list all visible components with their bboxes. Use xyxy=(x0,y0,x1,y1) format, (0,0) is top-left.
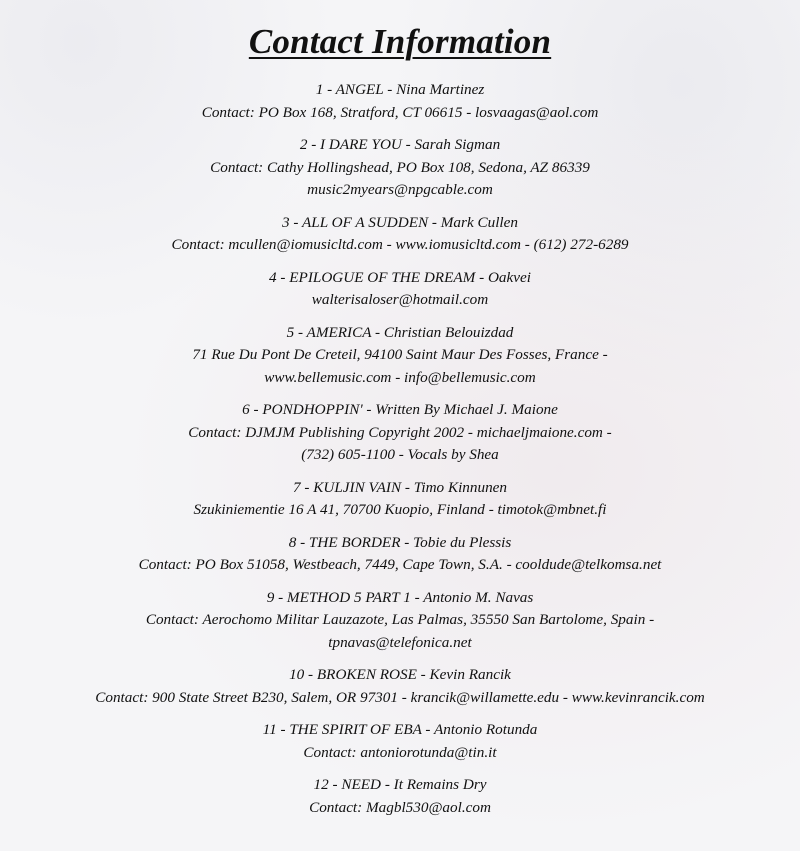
contact-entry-7 xyxy=(0,477,800,522)
entry-detail: Contact: Aerochomo Militar Lauzazote, Las Palmas, 35550 San Bartolome, Spain - xyxy=(145,611,655,628)
entry-detail: Contact: PO Box 51058, Westbeach, 7449, Cape Town, S.A. - cooldude@telkomsa.net xyxy=(138,556,662,573)
entry-detail: Contact: mcullen@iomusicltd.com - www.iomusicltd.com - (612) 272-6289 xyxy=(171,236,629,253)
entry-heading: 11 - THE SPIRIT OF EBA - Antonio Rotunda xyxy=(262,721,538,738)
entry-heading: 9 - METHOD 5 PART 1 - Antonio M. Navas xyxy=(266,588,534,606)
entry-detail: (732) 605-1100 - Vocals by Shea xyxy=(301,446,499,463)
contact-entry-2 xyxy=(0,134,800,202)
entry-detail: Contact: PO Box 168, Stratford, CT 06615 - losvaagas@aol.com xyxy=(201,103,599,121)
contact-entry-11 xyxy=(0,719,800,764)
contact-entry-10 xyxy=(0,664,800,709)
entry-heading: 10 - BROKEN ROSE - Kevin Rancik xyxy=(289,666,511,683)
contact-entry-9 xyxy=(0,587,800,655)
entry-detail: tpnavas@telefonica.net xyxy=(328,633,472,651)
entry-heading: 2 - I DARE YOU - Sarah Sigman xyxy=(299,136,501,153)
entry-heading: 8 - THE BORDER - Tobie du Plessis xyxy=(288,533,512,551)
page-title: Contact Information xyxy=(248,22,552,61)
entry-heading: 6 - PONDHOPPIN' - Written By Michael J. Maione xyxy=(242,401,558,418)
entry-detail: Szukiniementie 16 A 41, 70700 Kuopio, Finland - timotok@mbnet.fi xyxy=(193,501,607,518)
contact-entry-12 xyxy=(0,774,800,819)
entry-detail: Contact: Magbl530@aol.com xyxy=(309,798,491,816)
entry-detail: Contact: 900 State Street B230, Salem, OR 97301 - krancik@willamette.edu - www.kevinrancik.com xyxy=(95,688,705,706)
entry-heading: 5 - AMERICA - Christian Belouizdad xyxy=(286,323,514,341)
entry-detail: walterisaloser@hotmail.com xyxy=(311,291,489,308)
entry-heading: 3 - ALL OF A SUDDEN - Mark Cullen xyxy=(282,213,518,231)
entry-detail: Contact: DJMJM Publishing Copyright 2002 - michaeljmaione.com - xyxy=(188,423,612,441)
entry-detail: www.bellemusic.com - info@bellemusic.com xyxy=(264,368,536,386)
entry-heading: 4 - EPILOGUE OF THE DREAM - Oakvei xyxy=(269,268,531,286)
entry-detail: Contact: antoniorotunda@tin.it xyxy=(303,743,497,761)
contact-entry-3 xyxy=(0,212,800,257)
entry-detail: 71 Rue Du Pont De Creteil, 94100 Saint Maur Des Fosses, France - xyxy=(192,346,608,363)
entry-heading: 12 - NEED - It Remains Dry xyxy=(313,776,487,793)
entry-heading: 1 - ANGEL - Nina Martinez xyxy=(315,81,485,98)
contact-entry-5 xyxy=(0,322,800,390)
entry-detail: Contact: Cathy Hollingshead, PO Box 108, Sedona, AZ 86339 xyxy=(210,158,590,176)
contact-entry-8 xyxy=(0,532,800,577)
contact-list xyxy=(0,79,800,819)
contact-entry-4 xyxy=(0,267,800,312)
contact-entry-1 xyxy=(0,79,800,124)
entry-detail: music2myears@npgcable.com xyxy=(307,181,493,198)
entry-heading: 7 - KULJIN VAIN - Timo Kinnunen xyxy=(292,478,508,496)
contact-entry-6 xyxy=(0,399,800,467)
